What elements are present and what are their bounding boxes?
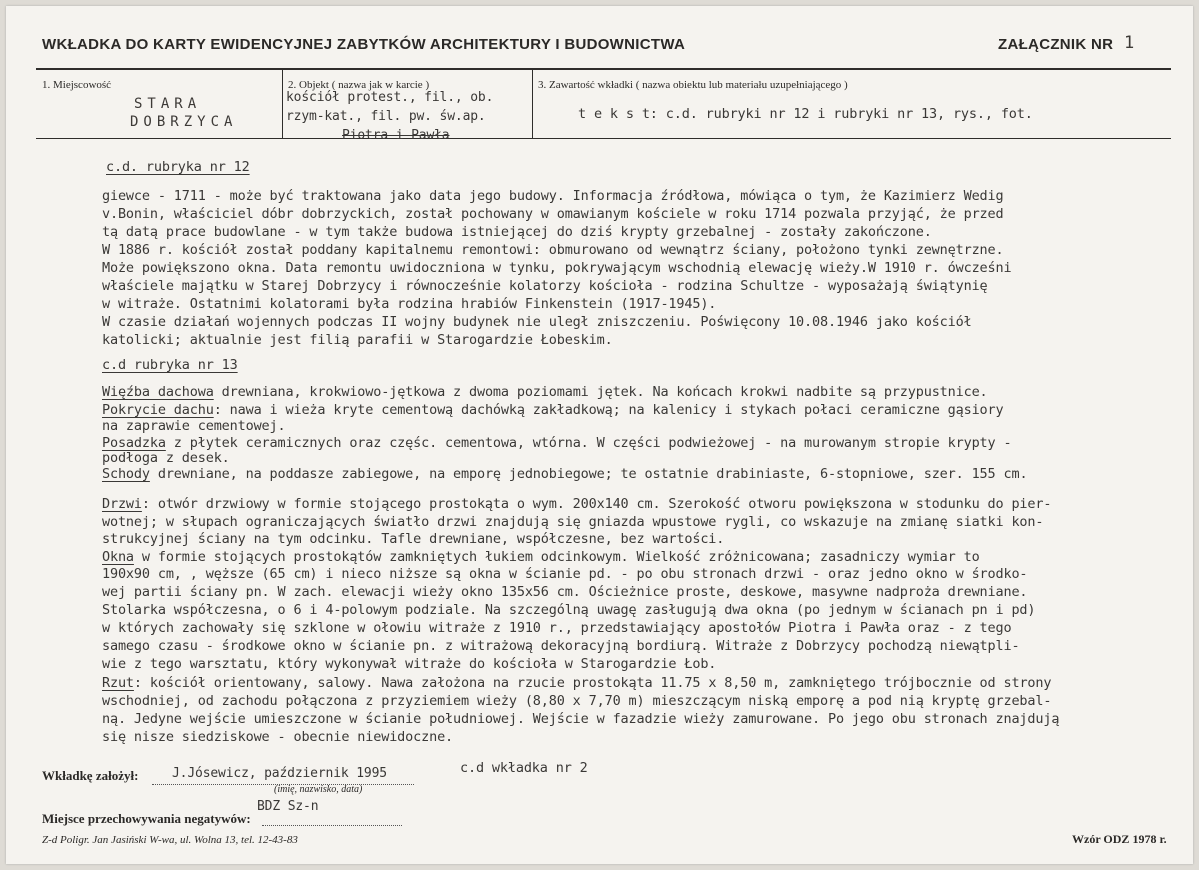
record-card	[6, 6, 1193, 864]
doors-label: Drzwi	[102, 496, 142, 512]
windows-label: Okna	[102, 549, 134, 565]
plan-text: : kościół orientowany, salowy. Nawa założona na rzucie prostokąta 11.75 x 8,50 m, zamkniętego trójbocznie od strony	[133, 675, 1052, 691]
doors-line: wotnej; w słupach ograniczających światło drzwi znajdują się gniazda wpustowe rygli, co wskazuje na zmianę siatki kon-	[102, 514, 1044, 530]
locality-line-1: STARA	[134, 96, 202, 112]
floor-text: z płytek ceramicznych oraz częśc. cementowa, wtórna. W części podwieżowej - na murowanym stropie krypty -	[165, 435, 1012, 451]
doors-line: strukcyjnej ściany na tym odcinku. Tafle drewniane, współczesne, bez wartości.	[102, 531, 725, 547]
attachment-number: 1	[1124, 33, 1135, 53]
contents-value: t e k s t: c.d. rubryki nr 12 i rubryki nr 13, rys., fot.	[578, 106, 1033, 122]
roof-truss-paragraph	[102, 384, 988, 400]
card-title: WKŁADKA DO KARTY EWIDENCYJNEJ ZABYTKÓW ARCHITEKTURY I BUDOWNICTWA	[42, 36, 686, 53]
windows-paragraph	[102, 549, 980, 565]
roof-truss-label: Więźba dachowa	[102, 384, 214, 400]
object-line-2: rzym-kat., fil. pw. św.ap.	[286, 109, 486, 124]
created-by-caption: (imię, nazwisko, data)	[274, 784, 363, 795]
plan-paragraph	[102, 675, 1051, 691]
field-divider-2	[532, 70, 533, 138]
section-12-line: W czasie działań wojennych podczas II wojny budynek nie uległ zniszczeniu. Poświęcony 10.08.1946 jako kościół	[102, 314, 972, 330]
form-model: Wzór ODZ 1978 r.	[1072, 832, 1167, 846]
next-insert-note: c.d wkładka nr 2	[460, 760, 588, 776]
plan-line: ną. Jedyne wejście umieszczone w ścianie południowej. Wejście w fazadzie wieży zamurowane. Po jego obu stronach znajdują	[102, 711, 1060, 727]
doors-text: : otwór drzwiowy w formie stojącego prostokąta o wym. 200x140 cm. Szerokość otworu powiększona w stodunku do pier-	[141, 496, 1052, 512]
header-top-rule	[36, 68, 1171, 70]
stairs-paragraph	[102, 466, 1027, 482]
attachment-label: ZAŁĄCZNIK NR	[998, 36, 1114, 53]
section-12-line: v.Bonin, właściciel dóbr dobrzyckich, został pochowany w omawianym kościele w roku 1714 pozwala przyjąć, że przed	[102, 206, 1004, 222]
section-12-line: katolicki; aktualnie jest filią parafii w Starogardzie Łobeskim.	[102, 332, 613, 348]
section-12-heading: c.d. rubryka nr 12	[106, 159, 250, 175]
stairs-text: drewniane, na poddasze zabiegowe, na emporę jednobiegowe; te ostatnie drabiniaste, 6-stopniowe, szer. 155 cm.	[149, 466, 1028, 482]
roofing-text: : nawa i wieża kryte cementową dachówką zakładkową; na kalenicy i stykach połaci ceramiczne gąsiory	[213, 402, 1004, 418]
object-line-3: Piotra i Pawła	[342, 128, 450, 143]
plan-line: się nisze siedziskowe - obecnie niewidoczne.	[102, 729, 454, 745]
printer-imprint: Z-d Poligr. Jan Jasiński W-wa, ul. Wolna 13, tel. 12-43-83	[42, 834, 298, 846]
field-2-label: 2. Objekt ( nazwa jak w karcie )	[288, 79, 430, 91]
section-12-line: w witraże. Ostatnimi kolatorami była rodzina hrabiów Finkenstein (1917-1945).	[102, 296, 717, 312]
object-line-1: kościół protest., fil., ob.	[286, 90, 494, 105]
roofing-text-2: na zaprawie cementowej.	[102, 418, 286, 434]
section-12-line: tą datą prace budowlane - w tym także budowa istniejącej do dziś krypty grzebalnej - zostały zakończone.	[102, 224, 932, 240]
stairs-label: Schody	[102, 466, 150, 482]
field-1-label: 1. Miejscowość	[42, 79, 112, 91]
windows-line: Stolarka współczesna, o 6 i 4-polowym podziale. Na szczególną uwagę zasługują dwa okna (po jednym w ścianach pn i pd)	[102, 602, 1036, 618]
negatives-location-label: Miejsce przechowywania negatywów:	[42, 811, 251, 826]
header-bottom-rule	[36, 138, 1171, 139]
floor-text-2: podłoga z desek.	[102, 450, 230, 466]
created-by-value: J.Jósewicz, październik 1995	[172, 766, 387, 781]
section-12-line: właściele majątku w Starej Dobrzycy i równocześnie kolatorzy kościoła - rodzina Schultze - wyposażają świątynię	[102, 278, 988, 294]
section-12-line: Może powiększono okna. Data remontu uwidoczniona w tynku, pokrywającym wschodnią elewację wieży.W 1910 r. ówcześni	[102, 260, 1012, 276]
plan-label: Rzut	[102, 675, 134, 691]
created-by-label: Wkładkę założył:	[42, 768, 139, 783]
windows-line: 190x90 cm, , węższe (65 cm) i nieco niższe są okna w ścianie pd. - po obu stronach drzwi - oraz jedno okno w środko-	[102, 566, 1028, 582]
negatives-location-dotted-line	[262, 825, 402, 826]
windows-text: w formie stojących prostokątów zamkniętych łukiem odcinkowym. Wielkość zróżnicowana; zasadniczy wymiar to	[133, 549, 980, 565]
plan-line: wschodniej, od zachodu połączona z przyziemiem wieży (8,80 x 7,70 m) mieszczącym niską emporę a pod nią kryptę grzebal-	[102, 693, 1052, 709]
roofing-paragraph	[102, 402, 1004, 418]
roofing-label: Pokrycie dachu	[102, 402, 214, 418]
windows-line: w których zachowały się szklone w ołowiu witraże z 1910 r., przedstawiający apostołów Piotra i Pawła oraz - z tego	[102, 620, 1012, 636]
field-divider-1	[282, 70, 283, 138]
doors-paragraph	[102, 496, 1051, 512]
floor-paragraph	[102, 435, 1011, 451]
bdz-stamp: BDZ Sz-n	[257, 799, 319, 814]
windows-line: wie z tego warsztatu, który wykonywał witraże do kościoła w Starogardzie Łob.	[102, 656, 717, 672]
field-3-label: 3. Zawartość wkładki ( nazwa obiektu lub materiału uzupełniającego )	[538, 79, 848, 91]
windows-line: wej partii ściany pn. W zach. elewacji wieży okno 135x56 cm. Ościeżnice proste, deskowe, masywne nadproża drewniane.	[102, 584, 1028, 600]
section-12-line: giewce - 1711 - może być traktowana jako data jego budowy. Informacja źródłowa, mówiąca o tym, że Kazimierz Wedig	[102, 188, 1004, 204]
section-12-line: W 1886 r. kościół został poddany kapitalnemu remontowi: obmurowano od wewnątrz ściany, położono tynki zewnętrzne.	[102, 242, 1004, 258]
floor-label: Posadzka	[102, 435, 166, 451]
locality-line-2: DOBRZYCA	[130, 114, 238, 130]
section-13-heading: c.d rubryka nr 13	[102, 357, 238, 373]
windows-line: samego czasu - środkowe okno w ścianie pn. z witrażową dekoracyjną bordiurą. Witraże z Dobrzycy pochodzą niewątpli-	[102, 638, 1020, 654]
roof-truss-text: drewniana, krokwiowo-jętkowa z dwoma poziomami jętek. Na końcach krokwi nadbite są przypustnice.	[213, 384, 988, 400]
